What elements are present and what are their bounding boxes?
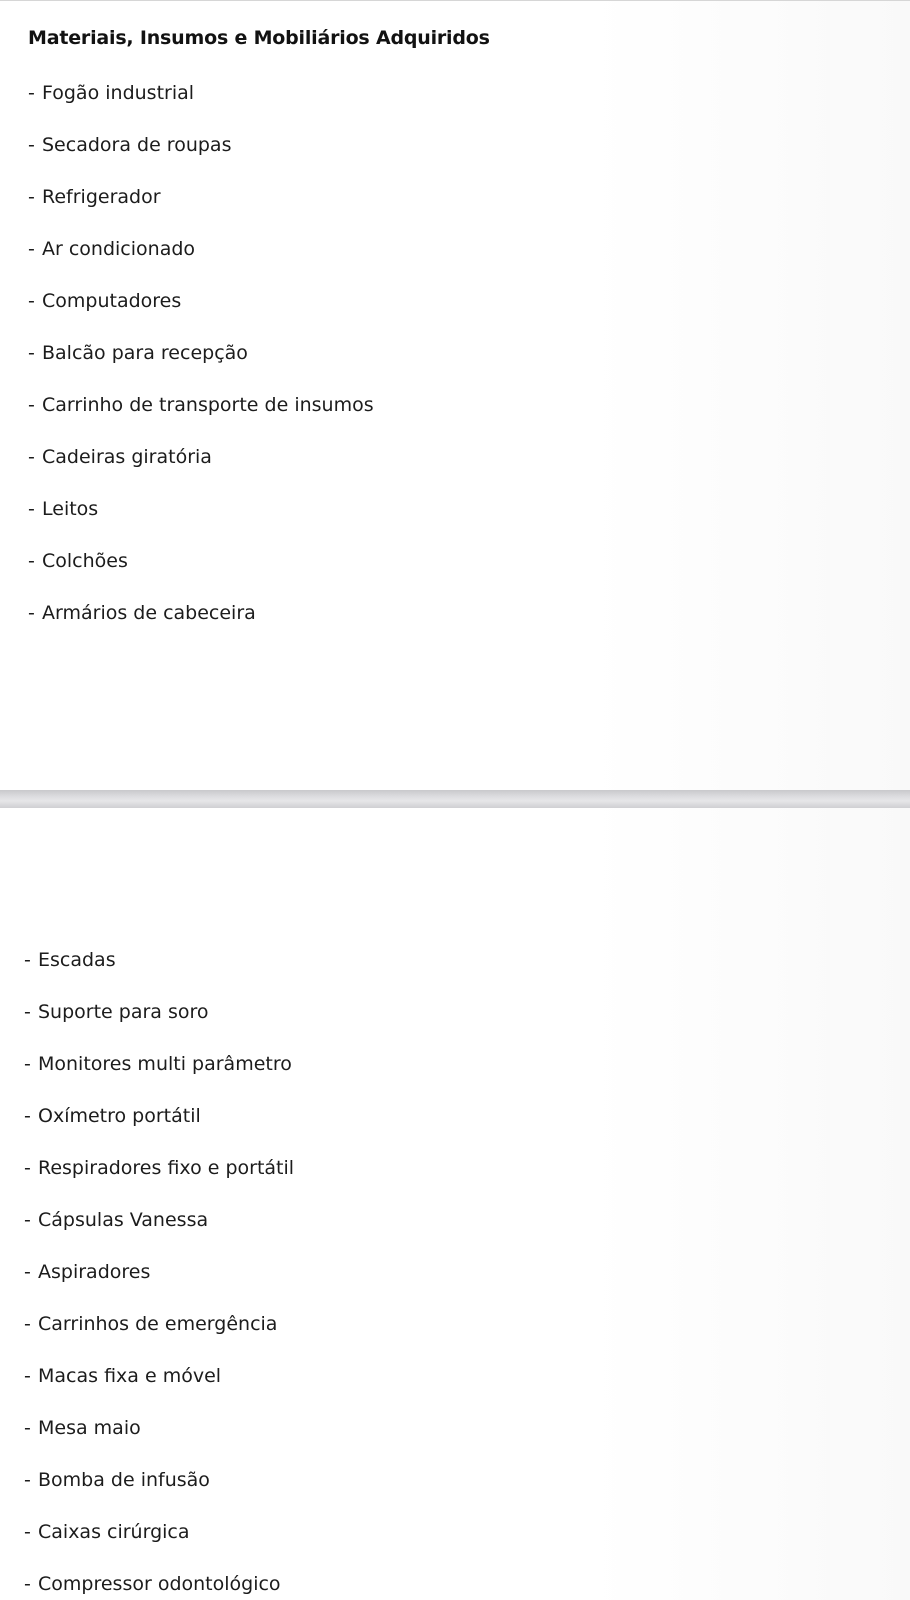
list-item-text: Mesa maio (38, 1417, 141, 1439)
list-item: - Fogão industrial (28, 82, 195, 104)
list-item: - Bomba de infusão (24, 1469, 210, 1491)
items-list-page-1 (28, 79, 374, 651)
list-item: - Monitores multi parâmetro (24, 1053, 292, 1075)
list-item: - Mesa maio (24, 1417, 141, 1439)
list-item: - Caixas cirúrgica (24, 1521, 190, 1543)
list-item-text: Suporte para soro (38, 1001, 209, 1023)
list-item: - Escadas (24, 949, 116, 971)
list-item-text: Balcão para recepção (42, 342, 248, 364)
list-item: - Colchões (28, 550, 128, 572)
page-separator (0, 790, 910, 808)
list-item-text: Armários de cabeceira (42, 602, 256, 624)
list-item-text: Carrinhos de emergência (38, 1313, 278, 1335)
list-item: - Macas fixa e móvel (24, 1365, 222, 1387)
list-item: - Ar condicionado (28, 238, 196, 260)
list-item: - Computadores (28, 290, 182, 312)
list-item: - Oxímetro portátil (24, 1105, 201, 1127)
list-item: - Leitos (28, 498, 99, 520)
list-item-text: Secadora de roupas (42, 134, 232, 156)
list-item-text: Monitores multi parâmetro (38, 1053, 292, 1075)
list-item: - Armários de cabeceira (28, 602, 256, 624)
list-item-text: Cápsulas Vanessa (38, 1209, 209, 1231)
list-item-text: Computadores (42, 290, 182, 312)
list-item: - Carrinhos de emergência (24, 1313, 278, 1335)
list-item-text: Refrigerador (42, 186, 161, 208)
list-item-text: Respiradores fixo e portátil (38, 1157, 295, 1179)
list-item: - Carrinho de transporte de insumos (28, 394, 374, 416)
list-item-text: Fogão industrial (42, 82, 195, 104)
items-list-page-2 (24, 946, 294, 1600)
list-item: - Cadeiras giratória (28, 446, 212, 468)
list-item-text: Escadas (38, 949, 116, 971)
list-item-text: Compressor odontológico (38, 1573, 281, 1595)
list-item: - Suporte para soro (24, 1001, 209, 1023)
list-item: - Aspiradores (24, 1261, 151, 1283)
list-item-text: Ar condicionado (42, 238, 196, 260)
list-item-text: Leitos (42, 498, 99, 520)
list-item-text: Colchões (42, 550, 128, 572)
document-page-1 (0, 0, 910, 790)
list-item-text: Cadeiras giratória (42, 446, 212, 468)
list-item: - Refrigerador (28, 186, 161, 208)
list-item: - Respiradores fixo e portátil (24, 1157, 295, 1179)
document-page-2 (0, 808, 910, 1600)
document-title: Materiais, Insumos e Mobiliários Adquiridos (28, 27, 490, 49)
list-item: - Secadora de roupas (28, 134, 232, 156)
list-item: - Cápsulas Vanessa (24, 1209, 209, 1231)
list-item: - Balcão para recepção (28, 342, 248, 364)
list-item: - Compressor odontológico (24, 1573, 281, 1595)
list-item-text: Oxímetro portátil (38, 1105, 201, 1127)
list-item-text: Caixas cirúrgica (38, 1521, 190, 1543)
list-item-text: Macas fixa e móvel (38, 1365, 222, 1387)
list-item-text: Carrinho de transporte de insumos (42, 394, 374, 416)
list-item-text: Aspiradores (38, 1261, 151, 1283)
list-item-text: Bomba de infusão (38, 1469, 210, 1491)
